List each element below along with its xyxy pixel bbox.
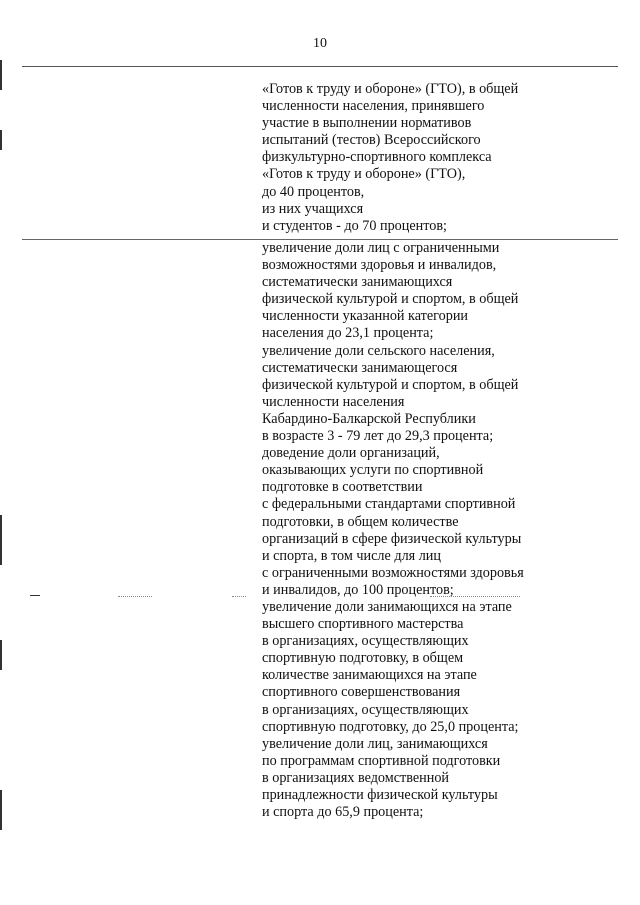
- text-line: увеличение доли сельского населения,: [262, 342, 495, 359]
- scan-edge-mark: [0, 130, 2, 150]
- text-line: с ограниченными возможностями здоровья: [262, 564, 524, 581]
- text-line: систематически занимающихся: [262, 274, 453, 291]
- text-line: спортивную подготовку, до 25,0 процента;: [262, 718, 519, 735]
- text-line: в организациях ведомственной: [262, 769, 450, 786]
- scan-edge-mark: [0, 790, 2, 830]
- text-block-gto: [262, 81, 562, 235]
- text-line: оказывающих услуги по спортивной: [262, 462, 484, 479]
- text-line: по программам спортивной подготовки: [262, 752, 501, 769]
- text-line: высшего спортивного мастерства: [262, 616, 464, 633]
- text-line: «Готов к труду и обороне» (ГТО),: [262, 166, 466, 183]
- scan-dash-mark: [30, 595, 40, 596]
- text-line: увеличение доли занимающихся на этапе: [262, 598, 512, 615]
- text-line: возможностями здоровья и инвалидов,: [262, 257, 497, 274]
- text-line: и спорта до 65,9 процента;: [262, 804, 424, 821]
- text-line: и спорта, в том числе для лиц: [262, 547, 441, 564]
- table-top-rule: [22, 66, 618, 67]
- text-line: испытаний (тестов) Всероссийского: [262, 132, 481, 149]
- text-line: до 40 процентов,: [262, 183, 365, 200]
- text-line: подготовки, в общем количестве: [262, 513, 459, 530]
- text-line: в возрасте 3 - 79 лет до 29,3 процента;: [262, 428, 494, 445]
- text-line: количестве занимающихся на этапе: [262, 667, 477, 684]
- text-line: и студентов - до 70 процентов;: [262, 217, 447, 234]
- text-line: систематически занимающегося: [262, 359, 458, 376]
- text-line: в организациях, осуществляющих: [262, 633, 469, 650]
- text-line: принадлежности физической культуры: [262, 787, 498, 803]
- text-line: в организациях, осуществляющих: [262, 701, 469, 718]
- text-line: спортивного совершенствования: [262, 684, 461, 701]
- text-line: физической культурой и спортом, в общей: [262, 291, 519, 308]
- scan-edge-mark: [0, 60, 2, 90]
- scan-speck: [118, 596, 152, 597]
- text-line: численности указанной категории: [262, 308, 469, 325]
- text-line: Кабардино-Балкарской Республики: [262, 410, 476, 427]
- text-line: подготовке в соответствии: [262, 479, 423, 496]
- text-line: спортивную подготовку, в общем: [262, 650, 464, 667]
- text-line: увеличение доли лиц с ограниченными: [262, 240, 500, 256]
- text-line: и инвалидов, до 100 процентов;: [262, 581, 454, 598]
- text-line: организаций в сфере физической культуры: [262, 530, 522, 547]
- scan-speck: [232, 596, 246, 597]
- text-line: физической культурой и спортом, в общей: [262, 376, 519, 393]
- scan-edge-mark: [0, 515, 2, 565]
- text-line: участие в выполнении нормативов: [262, 115, 472, 132]
- text-line: доведение доли организаций,: [262, 445, 440, 462]
- scan-edge-mark: [0, 640, 2, 670]
- text-line: физкультурно-спортивного комплекса: [262, 149, 492, 166]
- text-line: численности населения: [262, 393, 405, 410]
- text-line: численности населения, принявшего: [262, 98, 485, 115]
- page-number: 10: [313, 36, 327, 51]
- text-line: с федеральными стандартами спортивной: [262, 496, 516, 513]
- text-line: населения до 23,1 процента;: [262, 325, 434, 342]
- text-line: увеличение доли лиц, занимающихся: [262, 735, 488, 752]
- text-line: «Готов к труду и обороне» (ГТО), в общей: [262, 81, 519, 97]
- text-line: из них учащихся: [262, 200, 364, 217]
- text-block-targets: [262, 240, 562, 821]
